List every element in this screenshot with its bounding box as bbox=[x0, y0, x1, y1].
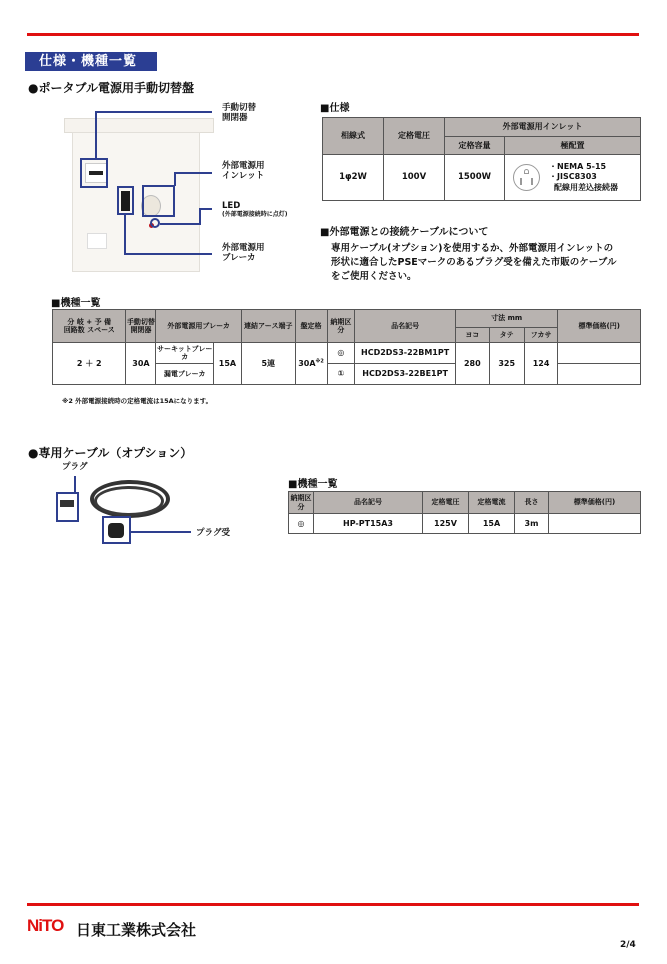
callout-box-switch bbox=[80, 158, 108, 188]
cell-breaker-type: サーキットブレーカ bbox=[156, 343, 214, 364]
panel-lid bbox=[64, 118, 214, 133]
cell-manual-switch: 30A bbox=[126, 343, 156, 385]
cell-branch: 2 ＋ 2 bbox=[53, 343, 126, 385]
cable-header-length: 長さ bbox=[515, 492, 549, 514]
callout-plug: プラグ bbox=[62, 462, 88, 472]
panel-image bbox=[72, 132, 200, 272]
cable-cell-delivery: ◎ bbox=[289, 514, 314, 534]
callout-ring-led bbox=[150, 218, 160, 228]
cell-dim-h: 325 bbox=[489, 343, 524, 385]
callout-breaker: 外部電源用 ブレーカ bbox=[222, 243, 265, 264]
header-delivery: 納期区分 bbox=[327, 310, 355, 343]
callout-led: LED (外部電源接続時に点灯) bbox=[222, 201, 288, 219]
cell-dim-d: 124 bbox=[524, 343, 558, 385]
section-title: 仕様・機種一覧 bbox=[25, 52, 157, 71]
models-heading: ■機種一覧 bbox=[51, 298, 101, 309]
company-name: 日東工業株式会社 bbox=[76, 921, 197, 939]
spec-heading: ■仕様 bbox=[320, 103, 350, 114]
cable-table-heading: ■機種一覧 bbox=[288, 479, 338, 490]
cell-earth: 5連 bbox=[241, 343, 295, 385]
spec-pole-config: ・NEMA 5-15 ・JISC8303 配線用差込接続器 bbox=[505, 155, 641, 201]
header-dim-w: ヨコ bbox=[455, 328, 489, 343]
cable-header-delivery: 納期区分 bbox=[289, 492, 314, 514]
cell-delivery: ① bbox=[327, 364, 355, 385]
spec-header-phase: 相線式 bbox=[323, 118, 384, 155]
page-number: 2/4 bbox=[620, 940, 636, 950]
spec-table bbox=[322, 117, 641, 201]
cable-header-price: 標準価格(円) bbox=[549, 492, 641, 514]
header-price: 標準価格(円) bbox=[558, 310, 641, 343]
cell-model-no: HCD2DS3-22BE1PT bbox=[355, 364, 456, 385]
table-row bbox=[289, 514, 641, 534]
connection-heading: ■外部電源との接続ケーブルについて bbox=[320, 227, 489, 238]
cable-header-model-no: 品名記号 bbox=[314, 492, 423, 514]
spec-phase: 1φ2W bbox=[323, 155, 384, 201]
header-main-rating: 盤定格 bbox=[295, 310, 327, 343]
cell-breaker-amp: 15A bbox=[213, 343, 241, 385]
spec-header-voltage: 定格電圧 bbox=[384, 118, 445, 155]
cable-cell-length: 3m bbox=[515, 514, 549, 534]
top-rule bbox=[27, 33, 639, 36]
header-earth: 連結アース端子 bbox=[241, 310, 295, 343]
connection-text: 専用ケーブル(オプション)を使用するか、外部電源用インレットの 形状に適合したPSEマークのあるプラグ受を備えた市販のケーブル をご使用ください。 bbox=[331, 243, 617, 282]
header-branch-spare: 分 岐 + 予 備 回路数 スペース bbox=[53, 310, 126, 343]
cable-header-current: 定格電流 bbox=[469, 492, 515, 514]
models-table bbox=[52, 309, 641, 385]
spec-voltage: 100V bbox=[384, 155, 445, 201]
table-row bbox=[53, 343, 641, 364]
bottom-rule bbox=[27, 903, 639, 906]
panel-heading: ●ポータブル電源用手動切替盤 bbox=[28, 81, 194, 95]
header-dim-d: フカサ bbox=[524, 328, 558, 343]
cable-cell-voltage: 125V bbox=[423, 514, 469, 534]
header-dim-h: タテ bbox=[489, 328, 524, 343]
header-ext-breaker: 外部電源用ブレーカ bbox=[156, 310, 242, 343]
header-model-no: 品名記号 bbox=[355, 310, 456, 343]
outlet-icon bbox=[513, 164, 540, 191]
spec-capacity: 1500W bbox=[445, 155, 505, 201]
cable-cell-price bbox=[549, 514, 641, 534]
company-logo: NiTO bbox=[27, 916, 64, 935]
cable-header-voltage: 定格電圧 bbox=[423, 492, 469, 514]
callout-box-plug bbox=[56, 492, 79, 522]
callout-box-breaker bbox=[117, 186, 134, 215]
callout-box-receptacle bbox=[102, 516, 131, 544]
cell-breaker-type: 漏電ブレーカ bbox=[156, 364, 214, 385]
spec-header-pole: 極配置 bbox=[505, 137, 641, 155]
cable-cell-current: 15A bbox=[469, 514, 515, 534]
cable-table bbox=[288, 491, 641, 534]
spec-header-inlet: 外部電源用インレット bbox=[445, 118, 641, 137]
models-footnote: ※2 外部電源接続時の定格電流は15Aになります。 bbox=[62, 397, 213, 405]
cable-heading: ●専用ケーブル（オプション） bbox=[28, 446, 193, 460]
cell-price bbox=[558, 364, 641, 385]
cell-main-rating: $30A^{※2}$ bbox=[295, 343, 327, 385]
header-dims: 寸法 mm bbox=[455, 310, 558, 328]
callout-box-inlet bbox=[142, 185, 175, 217]
spec-header-capacity: 定格容量 bbox=[445, 137, 505, 155]
callout-manual-switch: 手動切替 開閉器 bbox=[222, 103, 257, 124]
callout-inlet: 外部電源用 インレット bbox=[222, 161, 265, 182]
callout-receptacle: プラグ受 bbox=[196, 528, 231, 538]
cell-price bbox=[558, 343, 641, 364]
cable-cell-model-no: HP-PT15A3 bbox=[314, 514, 423, 534]
cell-delivery: ◎ bbox=[327, 343, 355, 364]
cell-model-no: HCD2DS3-22BM1PT bbox=[355, 343, 456, 364]
cell-dim-w: 280 bbox=[455, 343, 489, 385]
header-manual-switch: 手動切替開閉器 bbox=[126, 310, 156, 343]
